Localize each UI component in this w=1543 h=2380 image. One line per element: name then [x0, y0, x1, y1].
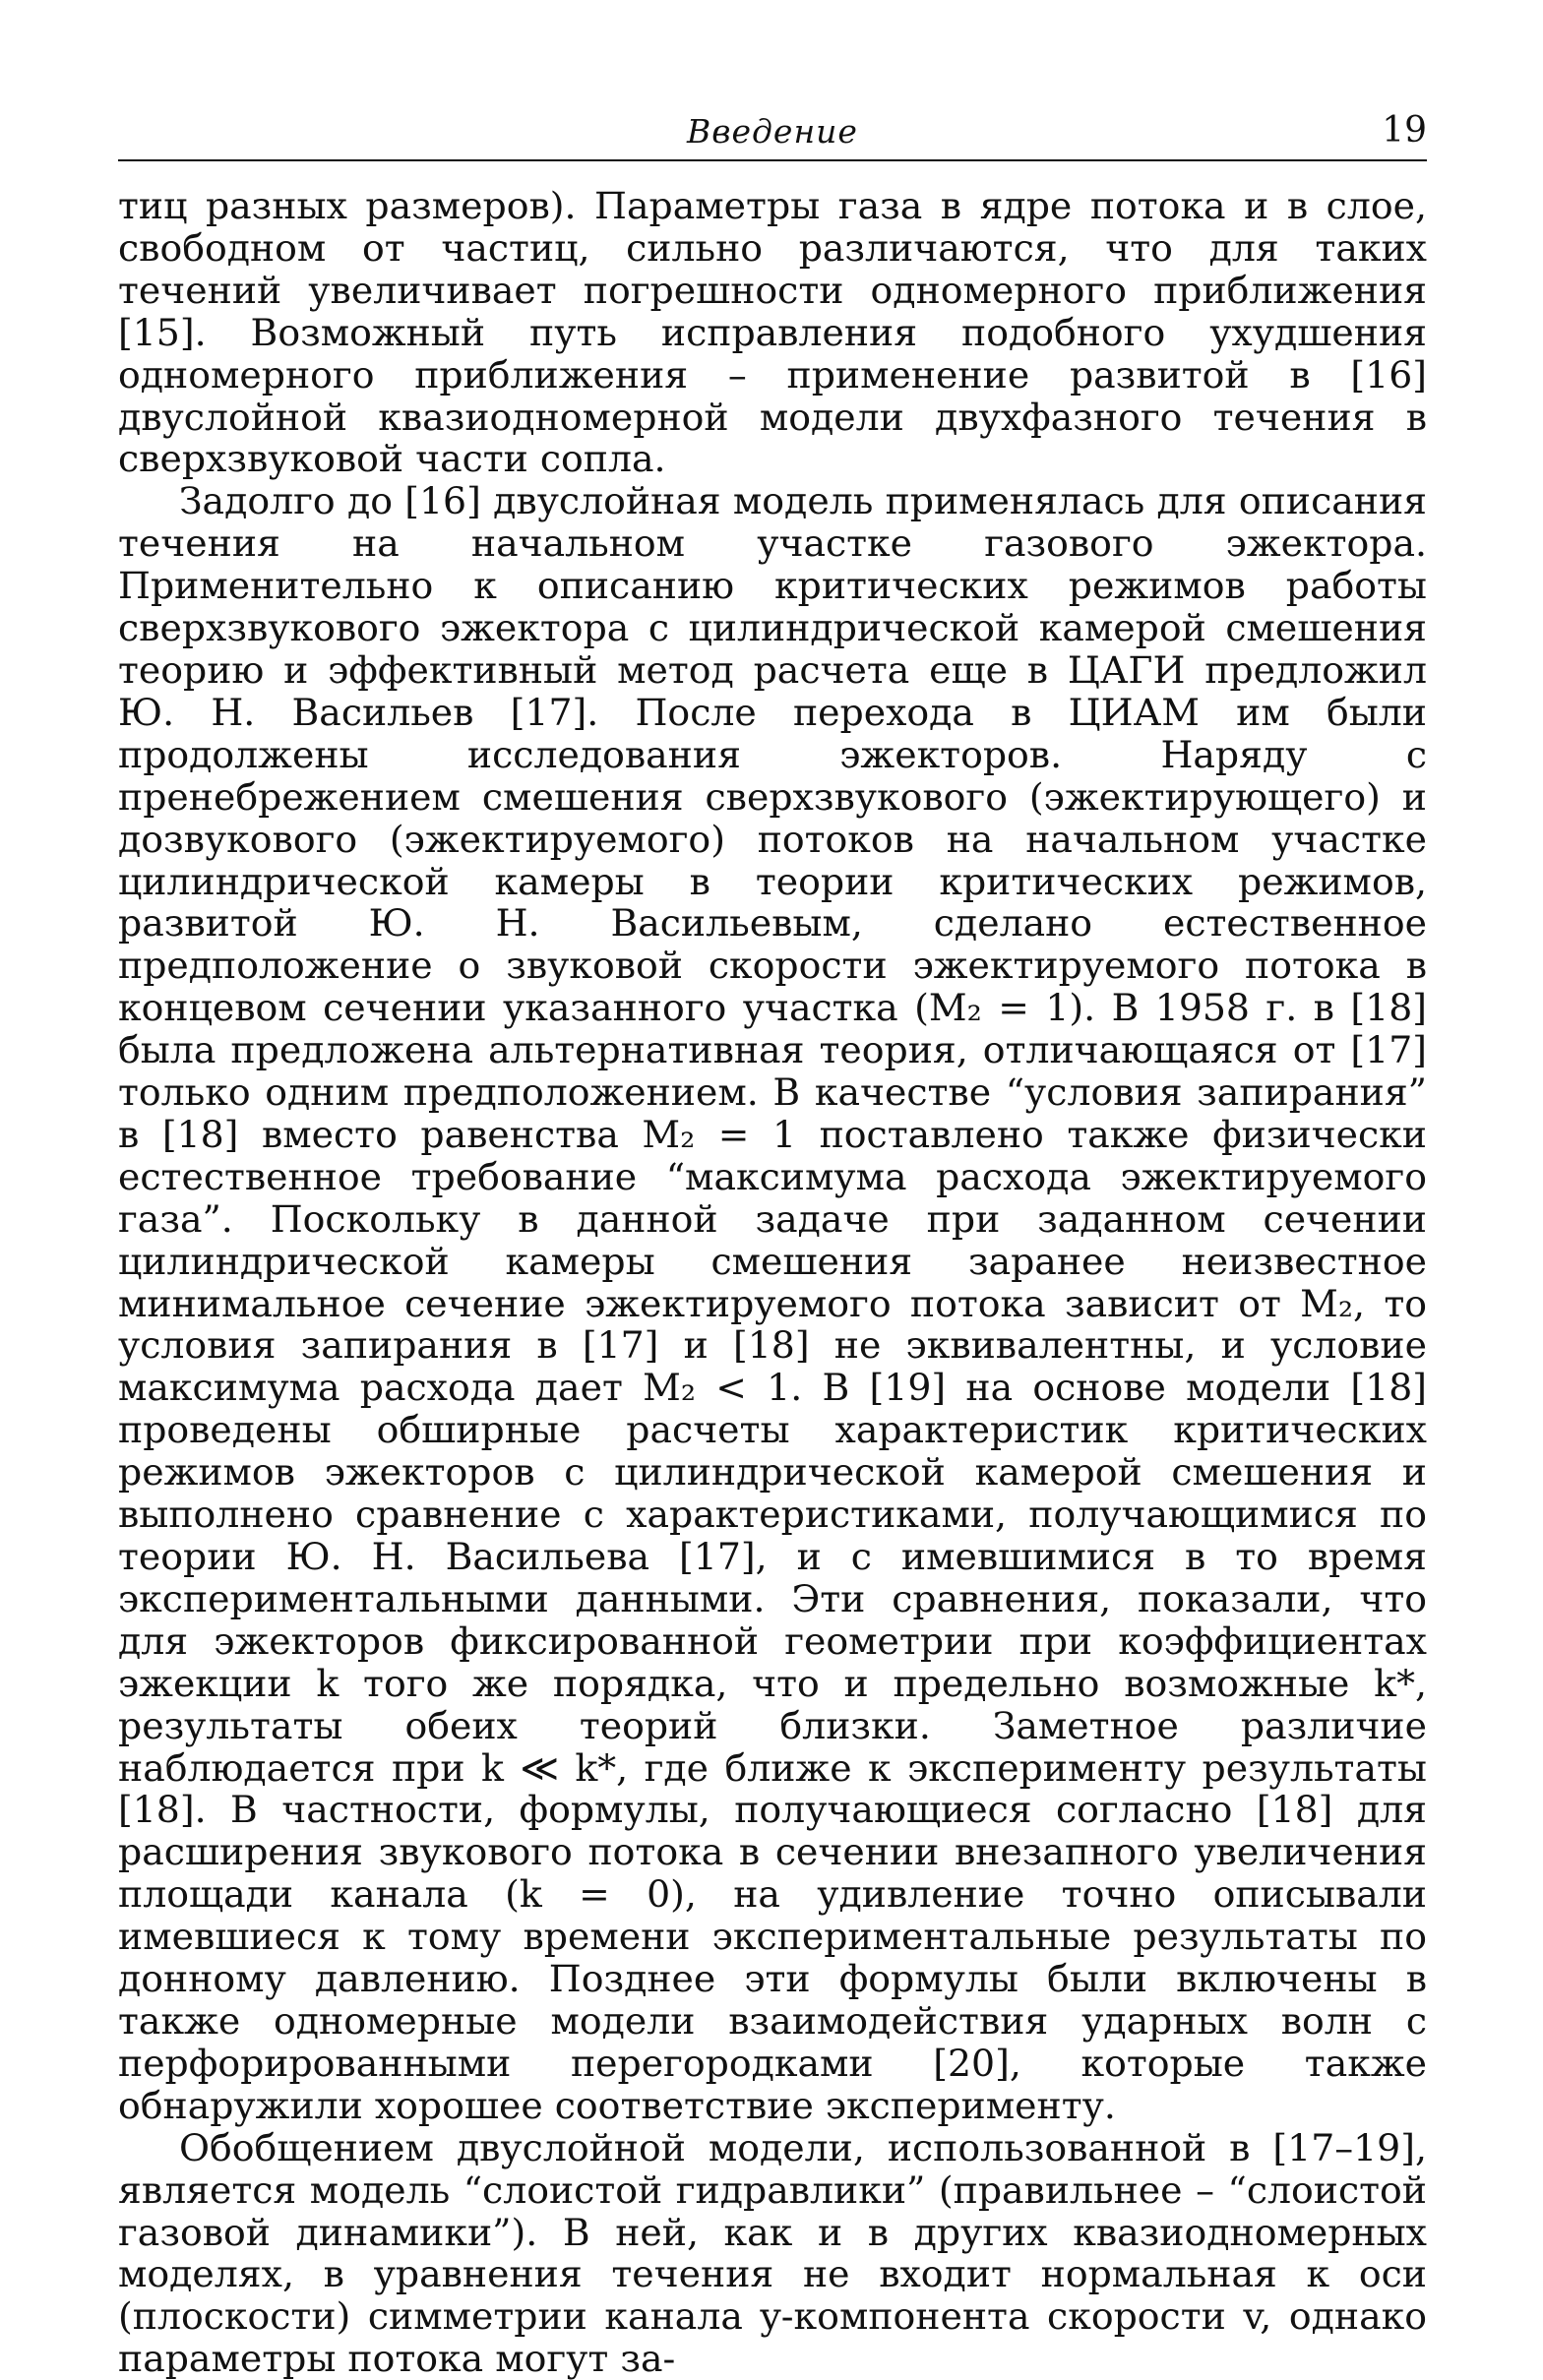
page-body: [118, 185, 1427, 2380]
paragraph-3: Обобщением двуслойной модели, использованной в [17–19], является модель “слоистой гидравлики” (правильнее – “слоистой газовой динамики”). В ней, как и в других квазиодномерных моделях, в уравнения течения не входит нормальная к оси (плоскости) симметрии канала y-компонента скорости v, однако параметры потока могут за-: [118, 2125, 1427, 2380]
running-header: [118, 108, 1427, 161]
book-page: [118, 108, 1427, 2380]
paragraph-1: тиц разных размеров). Параметры газа в ядре потока и в слое, свободном от частиц, сильно различаются, что для таких течений увеличивает погрешности одномерного приближения [15]. Возможный путь исправления подобного ухудшения одномерного приближения – применение развитой в [16] двуслойной квазиодномерной модели двухфазного течения в сверхзвуковой части сопла.: [118, 184, 1427, 481]
page-number: 19: [1382, 110, 1427, 151]
paragraph-2: Задолго до [16] двуслойная модель применялась для описания течения на начальном участке газового эжектора. Применительно к описанию критических режимов работы сверхзвукового эжектора с цилиндрической камерой смешения теорию и эффективный метод расчета еще в ЦАГИ предложил Ю. Н. Васильев [17]. После перехода в ЦИАМ им были продолжены исследования эжекторов. Наряду с пренебрежением смешения сверхзвукового (эжектирующего) и дозвукового (эжектируемого) потоков на начальном участке цилиндрической камеры в теории критических режимов, развитой Ю. Н. Васильевым, сделано естественное предположение о звуковой скорости эжектируемого потока в концевом сечении указанного участка (M₂ = 1). В 1958 г. в [18] была предложена альтернативная теория, отличающаяся от [17] только одним предположением. В качестве “условия запирания” в [18] вместо равенства M₂ = 1 поставлено также физически естественное требование “максимума расхода эжектируемого газа”. Поскольку в данной задаче при заданном сечении цилиндрической камеры смешения заранее неизвестное минимальное сечение эжектируемого потока зависит от M₂, то условия запирания в [17] и [18] не эквивалентны, и условие максимума расхода дает M₂ < 1. В [19] на основе модели [18] проведены обширные расчеты характеристик критических режимов эжекторов с цилиндрической камерой смешения и выполнено сравнение с характеристиками, получающимися по теории Ю. Н. Васильева [17], и с имевшимися в то время экспериментальными данными. Эти сравнения, показали, что для эжекторов фиксированной геометрии при коэффициентах эжекции k того же порядка, что и предельно возможные k*, результаты обеих теорий близки. Заметное различие наблюдается при k ≪ k*, где ближе к эксперименту результаты [18]. В частности, формулы, получающиеся согласно [18] для расширения звукового потока в сечении внезапного увеличения площади канала (k = 0), на удивление точно описывали имевшиеся к тому времени экспериментальные результаты по донному давлению. Позднее эти формулы были включены в также одномерные модели взаимодействия ударных волн с перфорированными перегородками [20], которые также обнаружили хорошее соответствие эксперименту.: [118, 479, 1427, 2127]
running-title: Введение: [687, 112, 858, 151]
